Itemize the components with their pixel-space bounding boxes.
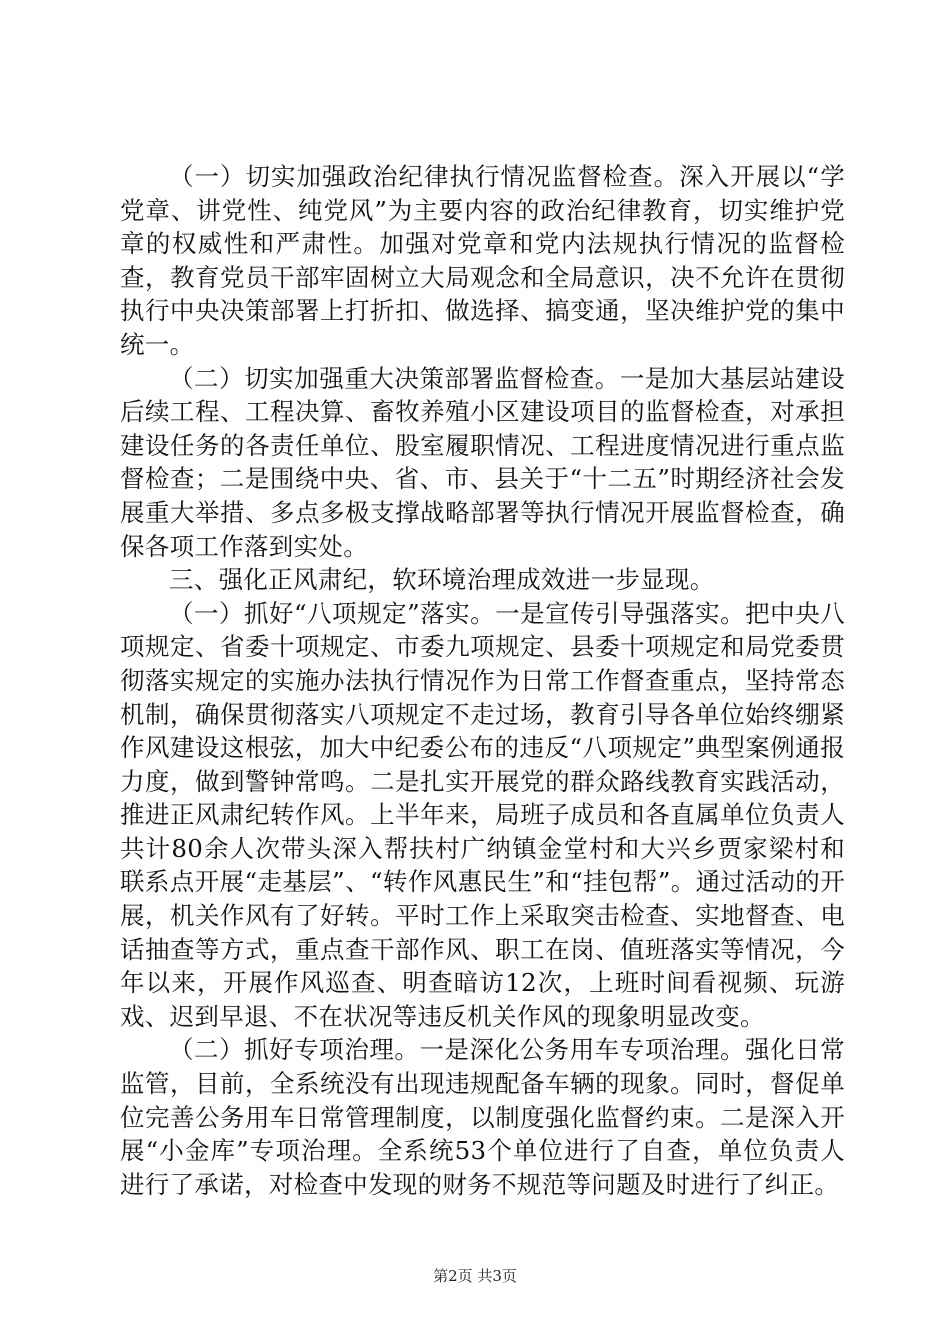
paragraph-eight-rules: （一）抓好“八项规定”落实。一是宣传引导强落实。把中央八项规定、省委十项规定、市委九项规定、县委十项规定和局党委贯彻落实规定的实施办法执行情况作为日常工作督查重点，坚持常态机制，确保贯彻落实八项规定不走过场，教育引导各单位始终绷紧作风建设这根弦，加大中纪委公布的违反“八项规定”典型案例通报力度，做到警钟常鸣。二是扎实开展党的群众路线教育实践活动，推进正风肃纪转作风。上半年来，局班子成员和各直属单位负责人共计80余人次带头深入帮扶村广纳镇金堂村和大兴乡贾家梁村和联系点开展“走基层”、“转作风惠民生”和“挂包帮”。通过活动的开展，机关作风有了好转。平时工作上采取突击检查、实地督查、电话抽查等方式，重点查干部作风、职工在岗、值班落实等情况，今年以来，开展作风巡查、明查暗访12次，上班时间看视频、玩游戏、迟到早退、不在状况等违反机关作风的现象明显改变。 [120,598,846,1031]
paragraph-special-governance: （二）抓好专项治理。一是深化公务用车专项治理。强化日常监管，目前，全系统没有出现违规配备车辆的现象。同时，督促单位完善公务用车日常管理制度，以制度强化监督约束。二是深入开展“小金库”专项治理。全系统53个单位进行了自查，单位负责人进行了承诺，对检查中发现的财务不规范等问题及时进行了纠正。 [120,1035,845,1199]
section-heading-three: 三、强化正风肃纪，软环境治理成效进一步显现。 [169,565,715,595]
page-number-footer: 第2页 共3页 [433,1267,517,1285]
document-body [120,160,845,1201]
paragraph-major-decisions: （二）切实加强重大决策部署监督检查。一是加大基层站建设后续工程、工程决算、畜牧养殖小区建设项目的监督检查，对承担建设任务的各责任单位、股室履职情况、工程进度情况进行重点监督检查；二是围绕中央、省、市、县关于“十二五”时期经济社会发展重大举措、多点多极支撑战略部署等执行情况开展监督检查，确保各项工作落到实处。 [120,363,845,561]
paragraph-political-discipline: （一）切实加强政治纪律执行情况监督检查。深入开展以“学党章、讲党性、纯党风”为主要内容的政治纪律教育，切实维护党章的权威性和严肃性。加强对党章和党内法规执行情况的监督检查，教育党员干部牢固树立大局观念和全局意识，决不允许在贯彻执行中央决策部署上打折扣、做选择、搞变通，坚决维护党的集中统一。 [120,162,845,359]
